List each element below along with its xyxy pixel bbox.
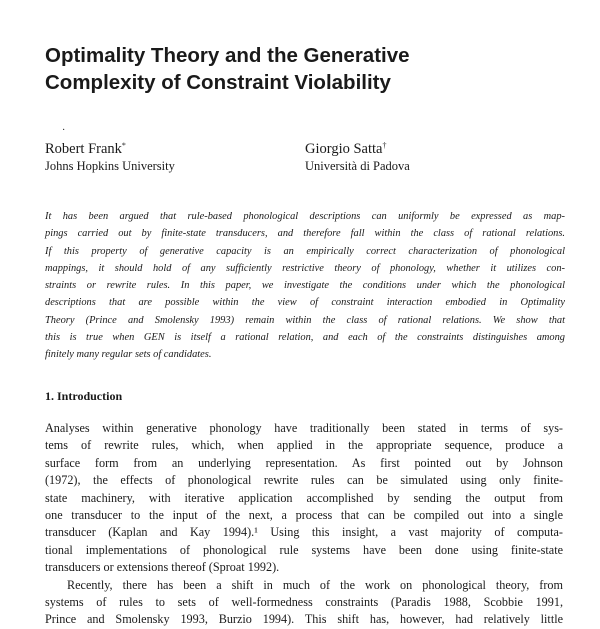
body-line: one transducer to the input of the next, a process that can be compiled out into a single: [45, 508, 563, 523]
body-line: systems of rules to sets of well-formedness constraints (Paradis 1988, Scobbie 1991,: [45, 595, 563, 610]
body-line: Analyses within generative phonology have traditionally been stated in terms of sys-: [45, 421, 563, 435]
author-block-frank: [45, 137, 175, 175]
body-line: tional implementations of phonological rule systems have been done using finite-state: [45, 542, 563, 557]
body-line: (1972), the effects of phonological rewrite rules can be simulated using only finite-: [45, 473, 563, 488]
abstract-line: Theory (Prince and Smolensky 1993) remain within the class of rational relations. We show that: [45, 314, 565, 326]
abstract: [45, 208, 565, 364]
author-affiliation: Johns Hopkins University: [45, 159, 175, 173]
body-line: tems of rewrite rules, which, when applied in the appropriate sequence, produce a: [45, 438, 563, 453]
author-footnote-mark: †: [382, 141, 387, 150]
body-line: Prince and Smolensky 1993, Burzio 1994). This shift has, however, had relatively little: [45, 612, 563, 627]
decorative-dot: ·: [62, 125, 66, 136]
abstract-line: If this property of generative capacity is an empirically correct characterization of phonological: [45, 245, 565, 257]
abstract-line: this is true when GEN is itself a rational relation, and each of the constraints distinguishes among: [45, 332, 565, 344]
author-block-satta: [305, 137, 410, 175]
body-text: [45, 420, 563, 629]
paper-title: [45, 42, 565, 96]
author-name: Giorgio Satta†: [305, 141, 387, 157]
body-line: surface form from an underlying representation. As first pointed out by Johnson: [45, 455, 563, 470]
body-line: transducers or extensions thereof (Sproat 1992).: [45, 560, 280, 575]
body-line: Recently, there has been a shift in much of the work on phonological theory, from: [67, 577, 563, 592]
body-line: transducer (Kaplan and Kay 1994).¹ Using this insight, a vast majority of computa-: [45, 525, 563, 540]
author-affiliation: Università di Padova: [305, 159, 410, 173]
abstract-line: It has been argued that rule-based phonological descriptions can uniformly be expressed as map-: [45, 211, 565, 222]
title-line: Optimality Theory and the Generative: [45, 44, 410, 67]
abstract-line: finitely many regular sets of candidates.: [45, 349, 212, 361]
body-line: state machinery, with iterative application accomplished by sending the output from: [45, 490, 563, 505]
abstract-line: pings carried out by finite-state transducers, and therefore fall within the class of rational relations.: [45, 228, 565, 240]
abstract-line: straints or rewrite rules. In this paper, we investigate the conditions under which the phonological: [45, 280, 565, 292]
title-line: Complexity of Constraint Violability: [45, 71, 391, 94]
author-footnote-mark: *: [121, 141, 126, 150]
author-name: Robert Frank*: [45, 141, 126, 157]
abstract-line: mappings, it should hold of any sufficiently restrictive theory of phonology, whether it utilizes con-: [45, 262, 565, 274]
section-heading-introduction: 1. Introduction: [45, 389, 123, 403]
abstract-line: descriptions that are possible within the view of constraint interaction embodied in Optimality: [45, 297, 565, 309]
